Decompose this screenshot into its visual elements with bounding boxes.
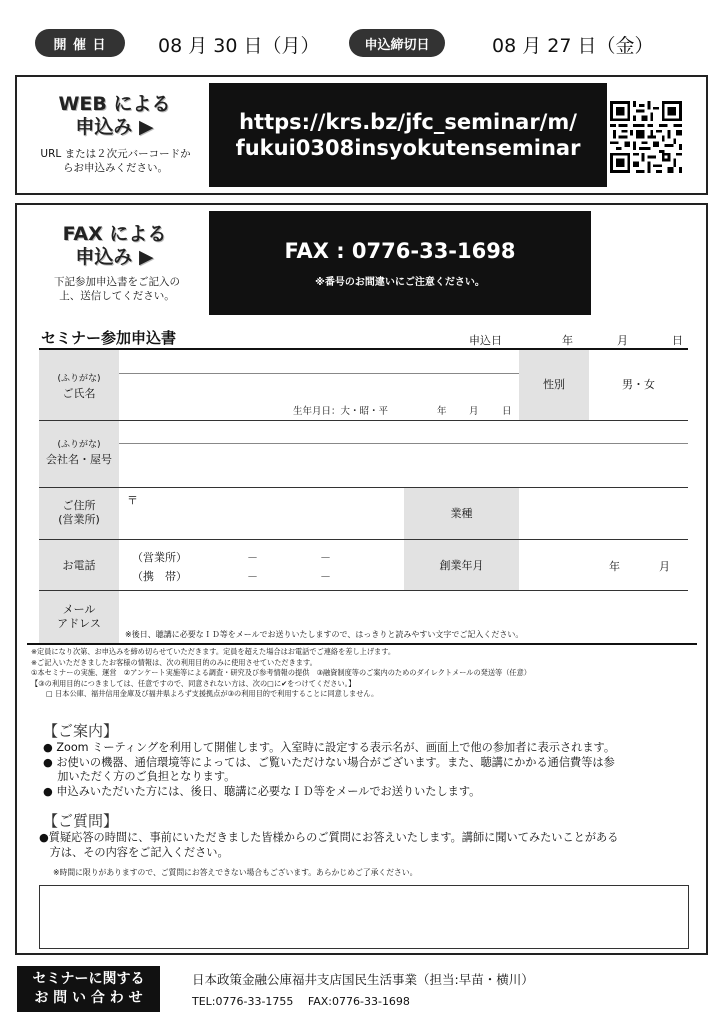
- founded-month: 月: [659, 560, 670, 573]
- postal-mark: 〒: [127, 494, 138, 507]
- fax-desc-line2: 上、送信してください。: [59, 290, 175, 302]
- note-line: ※ご記入いただきましたお客様の情報は、次の利用目的のみに使用させていただきます。: [31, 657, 317, 667]
- web-title-line2: 申込み ▶: [75, 116, 154, 138]
- contact-label-line1: セミナーに関する: [32, 971, 145, 987]
- fax-number-box: [209, 211, 591, 315]
- question-note: ※時間に限りがありますので、ご質問にお答えできない場合もございます。あらかじめご了承ください。: [53, 868, 418, 877]
- name-furigana-label: (ふりがな): [57, 374, 101, 384]
- apply-year: 年: [562, 334, 573, 347]
- note-line: 【③の利用目的につきましては、任意ですので、同意されない方は、次の□に✔をつけてください。】: [31, 678, 356, 688]
- phone-mobile-label: （携 帯）: [132, 570, 187, 583]
- row-line: [39, 539, 688, 540]
- birth-label: 生年月日：大・昭・平: [293, 406, 389, 417]
- note-line: ①本セミナーの実施、運営 ②アンケート実施等による調査・研究及び参考情報の提供 ③融資制度等のご案内のためのダイレクトメールの発送等（任意）: [31, 668, 531, 677]
- industry-label: 業種: [450, 507, 473, 520]
- fax-description: [27, 275, 207, 303]
- row-line: [39, 420, 688, 421]
- phone-label: お電話: [62, 559, 96, 572]
- web-url-box[interactable]: [209, 83, 607, 187]
- apply-month: 月: [617, 334, 628, 347]
- birth-day: 日: [502, 406, 512, 417]
- founded-label: 創業年月: [439, 559, 484, 572]
- question-line: ●質疑応答の時間に、事前にいただきました皆様からのご質問にお答えいたします。講師に聞いてみたいことがある: [39, 831, 619, 844]
- phone-mobile-dash: －: [320, 570, 331, 583]
- guide-item: ● お使いの機器、通信環境等によっては、ご覧いただけない場合がございます。また、聴講にかかる通信費等は参: [43, 755, 615, 769]
- web-application-box: [15, 75, 708, 195]
- email-input[interactable]: [119, 591, 688, 629]
- notes-block: [31, 647, 701, 700]
- fax-desc-line1: 下記参加申込書をご記入の: [54, 276, 180, 288]
- address-label-line2: (営業所): [58, 513, 100, 526]
- contact-phones: TEL:0776-33-1755 FAX:0776-33-1698: [192, 995, 410, 1008]
- birth-year: 年: [437, 406, 447, 417]
- phone-office-dash: －: [247, 551, 258, 564]
- consent-checkbox-line[interactable]: □ 日本公庫、福井信用金庫及び福井県よろず支援拠点が③の利用目的で利用することに同意しません。: [46, 689, 379, 698]
- company-furigana-label: (ふりがな): [57, 440, 101, 450]
- email-label-line2: アドレス: [57, 617, 101, 630]
- form-title: セミナー参加申込書: [41, 329, 177, 347]
- company-input[interactable]: [119, 444, 688, 487]
- phone-office-dash: －: [320, 551, 331, 564]
- qr-code-icon[interactable]: [610, 101, 682, 173]
- guide-item: 加いただく方のご負担となります。: [43, 770, 236, 783]
- event-date: 08 月 30 日（月）: [158, 35, 320, 57]
- web-desc-line1: URL または２次元バーコードか: [40, 148, 191, 160]
- founded-year: 年: [609, 560, 620, 573]
- question-line: 方は、その内容をご記入ください。: [39, 845, 229, 859]
- note-line: ※定員になり次第、お申込みを締め切らせていただきます。定員を超えた場合はお電話でご連絡を差し上げます。: [31, 647, 396, 656]
- address-input[interactable]: [119, 488, 404, 539]
- name-label: ご氏名: [62, 387, 96, 400]
- guide-list: [43, 741, 703, 799]
- contact-organization: 日本政策金融公庫福井支店国民生活事業（担当:早苗・横川）: [192, 972, 534, 987]
- guide-item: ● Zoom ミーティングを利用して開催します。入室時に設定する表示名が、画面上で他の参加者に表示されます。: [43, 741, 616, 754]
- form-top-line: [39, 348, 688, 350]
- fax-title: [27, 223, 202, 269]
- phone-office-label: （営業所）: [132, 551, 187, 564]
- guide-item: ● 申込みいただいた方には、後日、聴講に必要なＩＤ等をメールでお送りいたします。: [43, 784, 481, 798]
- fax-title-line2: 申込み ▶: [75, 246, 154, 268]
- contact-label: [17, 966, 160, 1012]
- web-title: [27, 93, 202, 139]
- phone-mobile-dash: －: [247, 570, 258, 583]
- deadline-date: 08 月 27 日（金）: [492, 35, 654, 57]
- web-desc-line2: らお申込みください。: [63, 162, 168, 174]
- web-url-line2[interactable]: fukui0308insyokutenseminar: [235, 136, 581, 160]
- web-title-line1: WEB による: [58, 93, 171, 115]
- fax-title-line1: FAX による: [62, 223, 167, 245]
- fax-note: ※番号のお間違いにご注意ください。: [315, 277, 485, 288]
- web-description: [23, 147, 208, 175]
- email-note: ※後日、聴講に必要なＩＤ等をメールでお送りいたしますので、はっきりと読みやすい文字でご記入ください。: [125, 630, 524, 639]
- question-textarea[interactable]: [39, 885, 689, 949]
- gender-selector[interactable]: 男・女: [622, 378, 655, 391]
- birth-month: 月: [469, 406, 479, 417]
- guide-title: 【ご案内】: [43, 722, 119, 740]
- event-date-label: 開 催 日: [35, 29, 125, 57]
- fax-number: FAX : 0776-33-1698: [284, 239, 516, 263]
- web-url-line1[interactable]: https://krs.bz/jfc_seminar/m/: [239, 110, 577, 134]
- address-label-line1: ご住所: [62, 499, 96, 512]
- gender-label: 性別: [543, 378, 565, 391]
- industry-input[interactable]: [519, 488, 688, 539]
- apply-date-label: 申込日: [469, 334, 502, 347]
- form-bottom-line: [27, 643, 697, 645]
- email-label-line1: メール: [62, 603, 96, 616]
- question-title: 【ご質問】: [43, 812, 119, 830]
- contact-label-line2: お 問 い 合 わ せ: [34, 990, 143, 1006]
- deadline-label: 申込締切日: [349, 29, 445, 57]
- company-label: 会社名・屋号: [46, 453, 112, 466]
- fax-application-box: [15, 203, 708, 955]
- apply-day: 日: [672, 334, 683, 347]
- question-description: [39, 831, 703, 860]
